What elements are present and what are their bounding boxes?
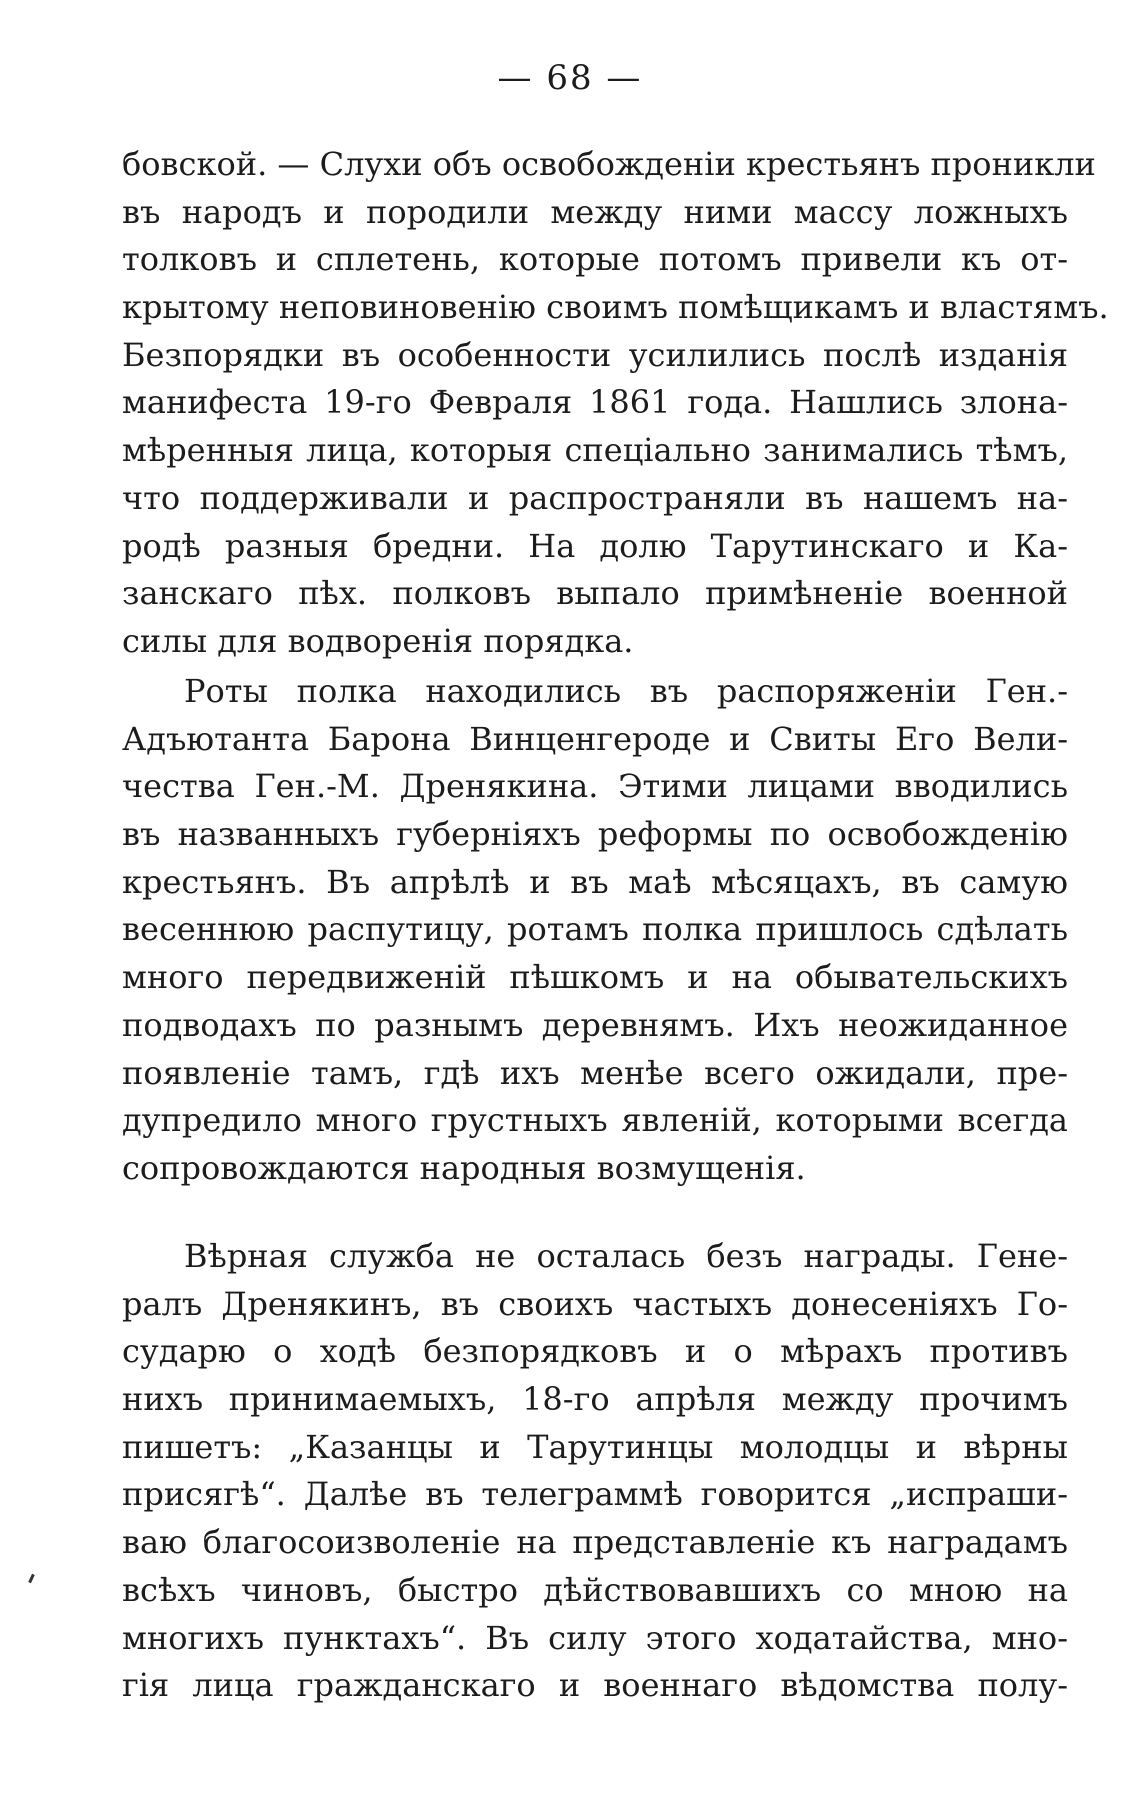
text-line: подводахъ по разнымъ деревнямъ. Ихъ неожиданное — [122, 1005, 1068, 1044]
text-line: Безпорядки въ особенности усилились послѣ изданія — [122, 335, 1068, 374]
text-line: весеннюю распутицу, ротамъ полка пришлось сдѣлать — [122, 910, 1068, 949]
text-line: многихъ пунктахъ“. Въ силу этого ходатайства, мно- — [122, 1618, 1068, 1657]
text-line: нихъ принимаемыхъ, 18-го апрѣля между прочимъ — [122, 1380, 1068, 1419]
text-line: крестьянъ. Въ апрѣлѣ и въ маѣ мѣсяцахъ, въ самую — [122, 862, 1068, 901]
text-line: сопровождаются народныя возмущенія. — [122, 1148, 806, 1187]
paragraph — [122, 1233, 1068, 1710]
text-line: въ народъ и породили между ними массу ложныхъ — [122, 192, 1068, 231]
page-number: — 68 — — [497, 58, 643, 98]
text-line: чества Ген.-М. Дренякина. Этими лицами вводились — [122, 767, 1068, 806]
text-line: присягѣ“. Далѣе въ телеграммѣ говорится „испраши- — [122, 1475, 1068, 1514]
text-line: появленіе тамъ, гдѣ ихъ менѣе всего ожидали, пре- — [122, 1053, 1068, 1092]
text-line: Адъютанта Барона Винценгероде и Свиты Его Вели- — [122, 719, 1068, 758]
text-line: бовской. — Слухи объ освобожденіи крестьянъ проникли — [122, 145, 1096, 183]
text-line: мѣренныя лица, которыя спеціально занимались тѣмъ, — [122, 431, 1068, 470]
text-line: что поддерживали и распространяли въ нашемъ на- — [122, 478, 1068, 517]
text-line: дупредило много грустныхъ явленій, которыми всегда — [122, 1101, 1068, 1140]
text-line: толковъ и сплетень, которые потомъ привели къ от- — [122, 240, 1068, 279]
text-line: занскаго пѣх. полковъ выпало примѣненіе военной — [122, 574, 1068, 613]
text-line: родѣ разныя бредни. На долю Тарутинскаго и Ка- — [122, 526, 1068, 565]
text-line: много передвиженій пѣшкомъ и на обывательскихъ — [122, 958, 1068, 997]
text-line: сударю о ходѣ безпорядковъ и о мѣрахъ противъ — [122, 1332, 1068, 1371]
text-line: пишетъ: „Казанцы и Тарутинцы молодцы и вѣрны — [122, 1427, 1068, 1466]
text-line: гія лица гражданскаго и военнаго вѣдомства полу- — [122, 1666, 1068, 1705]
text-line: крытому неповиновенію своимъ помѣщикамъ и властямъ. — [122, 288, 1109, 327]
paragraph — [122, 141, 1109, 666]
text-line: ралъ Дренякинъ, въ своихъ частыхъ донесеніяхъ Го- — [122, 1284, 1068, 1323]
ink-speck — [28, 1574, 35, 1583]
text-line: силы для водворенія порядка. — [122, 621, 634, 660]
text-line: въ названныхъ губерніяхъ реформы по освобожденію — [122, 815, 1068, 854]
paragraph — [122, 668, 1068, 1193]
text-line: Вѣрная служба не осталась безъ награды. Гене- — [184, 1237, 1068, 1275]
text-line: манифеста 19-го Февраля 1861 года. Нашлись злона- — [122, 383, 1068, 422]
text-line: всѣхъ чиновъ, быстро дѣйствовавшихъ со мною на — [122, 1570, 1068, 1609]
text-line: ваю благосоизволеніе на представленіе къ наградамъ — [122, 1523, 1068, 1562]
text-line: Роты полка находились въ распоряженіи Ген.- — [184, 672, 1068, 710]
